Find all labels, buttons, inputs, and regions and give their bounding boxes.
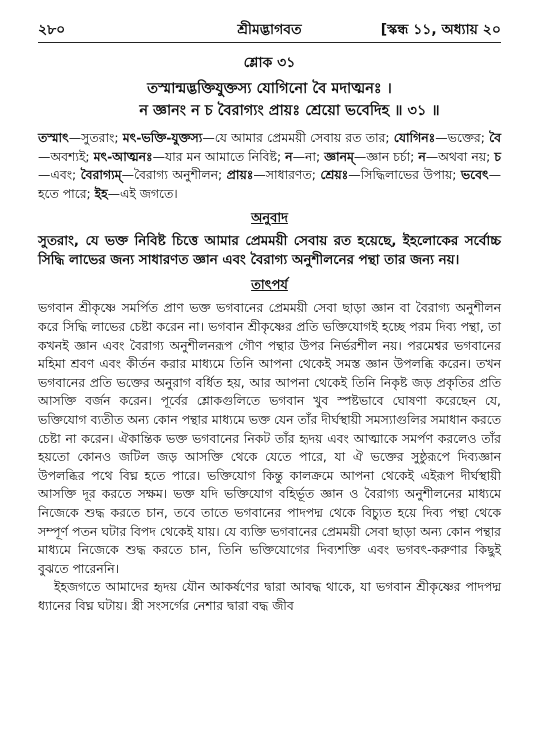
book-title: শ্রীমদ্ভাগবত — [237, 22, 302, 38]
synonym-meaning: সুতরাং; — [81, 130, 123, 145]
synonym-term: বৈরাগ্যম্ — [80, 167, 122, 183]
synonym-term: জ্ঞানম্ — [324, 148, 354, 164]
synonym-term: যোগিনঃ — [393, 130, 436, 145]
verse-line-1: তস্মান্মদ্ভক্তিযুক্তস্য যোগিনো বৈ মদাত্মনঃ । — [147, 81, 392, 97]
synonym-term: শ্রেয়ঃ — [320, 167, 349, 183]
synonym-meaning: অথবা নয়; — [438, 148, 495, 164]
purport-paragraph: ভগবান শ্রীকৃষ্ণে সমর্পিত প্রাণ ভক্ত ভগবানের প্রেমময়ী সেবা ছাড়া জ্ঞান বা বৈরাগ্য অনুশীলন করে সিদ্ধি লাভের চেষ্টা করেন না। ভগবান শ্রীকৃষ্ণের প্রতি ভক্তিযোগই হচ্ছে পরম দিব্য পন্থা, তা কখনই জ্ঞান এবং বৈরাগ্য অনুশীলনরূপ গৌণ পন্থার উপর নির্ভরশীল নয়। পরমেশ্বর ভগবানের মহিমা শ্রবণ এবং কীর্তন করার মাধ্যমে তিনি আপনা থেকেই সমস্ত জ্ঞান উপলব্ধি করেন। তখন ভগবানের প্রতি ভক্তের অনুরাগ বর্ধিত হয়, আর আপনা থেকেই তিনি নিকৃষ্ট জড় প্রকৃতির প্রতি আসক্তি বর্জন করেন। পূর্বের শ্লোকগুলিতে ভগবান খুব স্পষ্টভাবে ঘোষণা করেছেন যে, ভক্তিযোগ ব্যতীত অন্য কোন পন্থার মাধ্যমে ভক্ত যেন তাঁর দীর্ঘস্থায়ী সমস্যাগুলির সমাধান করতে চেষ্টা না করেন। ঐকান্তিক ভক্ত ভগবানের নিকট তাঁর হৃদয় এবং আত্মাকে সমর্পণ করলেও তাঁর হয়তো কোনও জটিল জড় আসক্তি থেকে যেতে পারে, যা ঐ ভক্তের সুষ্ঠুরূপে দিব্যজ্ঞান উপলব্ধির পথে বিঘ্ন হতে পারে। ভক্তিযোগ কিন্তু কালক্রমে আপনা থেকেই এইরূপ দীর্ঘস্থায়ী আসক্তি দূর করতে সক্ষম। ভক্ত যদি ভক্তিযোগ বহির্ভূত জ্ঞান ও বৈরাগ্য অনুশীলনের মাধ্যমে নিজেকে শুদ্ধ করতে চান, তবে তাতে ভগবানের পাদপদ্ম থেকে বিচ্যুত হয়ে দিব্য পন্থা থেকে সম্পূর্ণ পতন ঘটার বিপদ থেকেই যায়। যে ব্যক্তি ভগবানের প্রেমময়ী সেবা ছাড়া অন্য কোন পন্থার মাধ্যমে নিজেকে শুদ্ধ করতে চান, তিনি ভক্তিযোগের দিব্যশক্তি এবং ভগবৎ-করুণার কিছুই বুঝতে পারেননি। — [38, 300, 501, 576]
synonym-term: প্রায়ঃ — [226, 167, 254, 183]
synonym-term: তস্মাৎ — [38, 130, 69, 145]
synonym-meaning: যে আমার প্রেমময়ী সেবায় রত তার; — [214, 130, 394, 145]
running-header — [38, 18, 501, 40]
translation-heading: অনুবাদ — [251, 211, 288, 227]
synonym-meaning: বৈরাগ্য অনুশীলন; — [133, 167, 227, 183]
synonym-meaning: না; — [304, 148, 325, 164]
synonym-term: ভবেৎ — [460, 167, 489, 183]
translation-text: সুতরাং, যে ভক্ত নিবিষ্ট চিত্তে আমার প্রেমময়ী সেবায় রত হয়েছে, ইহলোকের সর্বোচ্চ সিদ্ধি লাভের জন্য সাধারণত জ্ঞান এবং বৈরাগ্য অনুশীলনের পন্থা তার জন্য নয়। — [38, 234, 501, 269]
synonym-meaning: অবশ্যই; — [50, 148, 94, 164]
purport-heading: তাৎপর্য — [251, 278, 288, 294]
purport-body — [38, 299, 501, 615]
synonym-meaning: হতে পারে; — [38, 185, 95, 201]
synonym-term: ন — [285, 148, 293, 164]
purport-paragraph: ইহজগতে আমাদের হৃদয় যৌন আকর্ষণের দ্বারা আবদ্ধ থাকে, যা ভগবান শ্রীকৃষ্ণের পাদপদ্ম ধ্যানের বিঘ্ন ঘটায়। স্ত্রী সংসর্গের নেশার দ্বারা বদ্ধ জীব — [38, 579, 501, 613]
synonym-meaning: সিদ্ধিলাভের উপায়; — [360, 167, 461, 183]
synonym-meaning: যার মন আমাতে নিবিষ্ট; — [165, 148, 286, 164]
synonym-term: চ — [494, 148, 501, 164]
synonym-term: ন — [418, 148, 426, 164]
synonym-meaning: এবং; — [50, 167, 81, 183]
synonym-meaning: জ্ঞান চর্চা; — [366, 148, 419, 164]
synonym-meaning: সাধারণত; — [265, 167, 321, 183]
verse-line-2: ন জ্ঞানং ন চ বৈরাগ্যং প্রায়ঃ শ্রেয়ো ভবেদিহ ॥ ৩১ ॥ — [139, 103, 440, 119]
synonym-meaning: এই জগতে। — [120, 185, 178, 201]
page-number: ২৮০ — [38, 22, 66, 38]
word-synonyms: তস্মাৎ—সুতরাং; মৎ-ভক্তি-যুক্তস্য—যে আমার প্রেমময়ী সেবায় রত তার; যোগিনঃ—ভক্তের; বৈ—অবশ্যই; মৎ-আত্মনঃ—যার মন আমাতে নিবিষ্ট; ন—না; জ্ঞানম্—জ্ঞান চর্চা; ন—অথবা নয়; চ—এবং; বৈরাগ্যম্—বৈরাগ্য অনুশীলন; প্রায়ঃ—সাধারণত; শ্রেয়ঃ—সিদ্ধিলাভের উপায়; ভবেৎ—হতে পারে; ইহ—এই জগতে। — [38, 130, 501, 201]
synonym-meaning: ভক্তের; — [447, 130, 490, 145]
chapter-reference: [স্কন্ধ ১১, অধ্যায় ২০ — [380, 22, 501, 38]
synonym-term: মৎ-ভক্তি-যুক্তস্য — [122, 130, 203, 145]
synonym-term: বৈ — [489, 130, 501, 145]
verse-number: শ্লোক ৩১ — [243, 55, 296, 71]
synonym-term: মৎ-আত্মনঃ — [93, 148, 153, 164]
synonym-term: ইহ — [94, 185, 108, 201]
header-rule — [38, 42, 501, 43]
